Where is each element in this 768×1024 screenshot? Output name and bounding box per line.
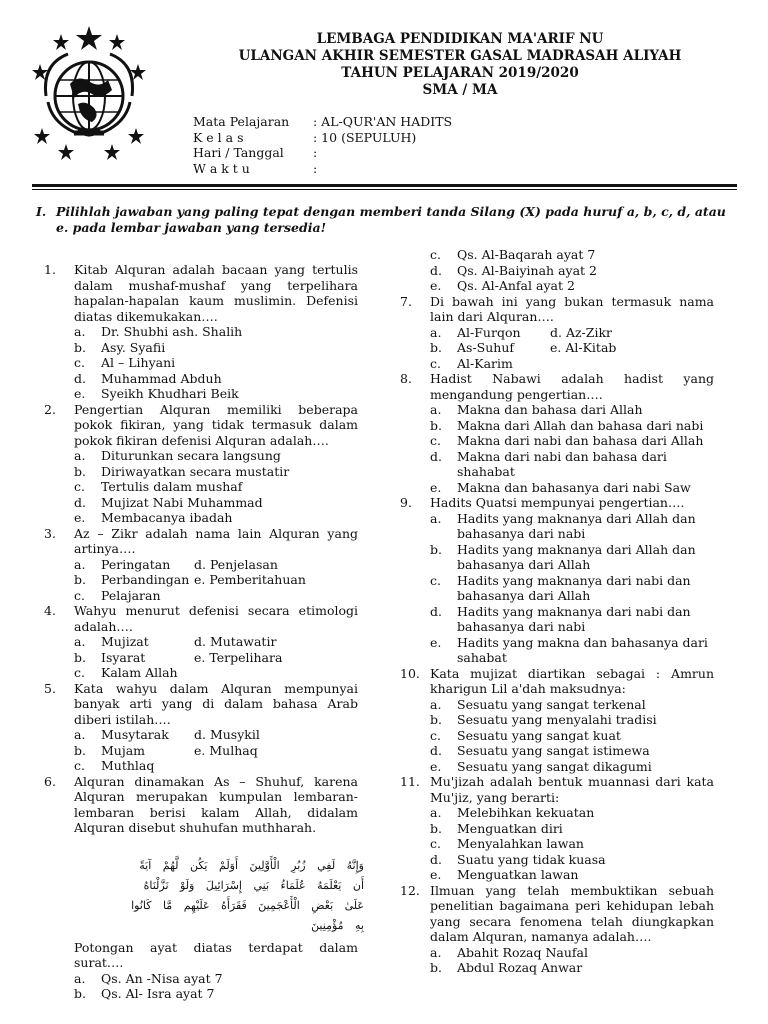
q8-option-e: e. Makna dan bahasanya dari nabi Saw xyxy=(430,479,691,495)
instruction xyxy=(36,204,736,236)
header-line-1: LEMBAGA PENDIDIKAN MA'ARIF NU xyxy=(316,31,604,47)
q8-option-b: b. Makna dari Allah dan bahasa dari nabi xyxy=(430,417,704,433)
q11-option-c: c. Menyalahkan lawan xyxy=(430,836,584,851)
question-3: 3. Az – Zikr adalah nama lain Alquran yang artinya…. xyxy=(44,525,358,556)
meta-row-date: Hari / Tanggal : xyxy=(193,145,318,160)
q6-prompt: Potongan ayat diatas terdapat dalam surat…. xyxy=(74,939,358,970)
q2-option-a: a. Diturunkan secara langsung xyxy=(74,448,281,463)
meta-row-time: W a k t u : xyxy=(193,160,318,176)
q6-option-b: b. Qs. Al- Isra ayat 7 xyxy=(74,986,215,1001)
question-9: 9. Hadits Quatsi mempunyai pengertian…. xyxy=(400,495,685,510)
q3-options-be: b. Perbandingan e. Pemberitahuan xyxy=(74,572,306,587)
q2-option-c: c. Tertulis dalam mushaf xyxy=(74,479,243,494)
q6-option-c: c. Qs. Al-Baqarah ayat 7 xyxy=(430,247,596,262)
q9-option-a: a. Hadits yang maknanya dari Allah dan bahasanya dari nabi xyxy=(430,510,696,541)
q6-option-a: a. Qs. An -Nisa ayat 7 xyxy=(74,970,223,986)
question-10: 10. Kata mujizat diartikan sebagai : Amrun kharigun Lil a'dah maksudnya: xyxy=(400,665,714,696)
q1-option-a: a. Dr. Shubhi ash. Shalih xyxy=(74,324,243,339)
q8-option-d: d. Makna dari nabi dan bahasa dari shahabat xyxy=(430,448,667,479)
q11-option-a: a. Melebihkan kekuatan xyxy=(430,805,595,820)
question-5: 5. Kata wahyu dalam Alquran mempunyai banyak arti yang di dalam bahasa Arab diberi istilah…. xyxy=(44,680,358,727)
instruction-text: Pilihlah jawaban yang paling tepat dengan memberi tanda Silang (X) pada huruf a, b, c, d, atau e. pada lembar jawaban yang tersedia! xyxy=(56,204,726,235)
q5-option-c: c. Muthlaq xyxy=(74,758,155,773)
question-11: 11. Mu'jizah adalah bentuk muannasi dari kata Mu'jiz, yang berarti: xyxy=(400,774,714,805)
q8-option-c: c. Makna dari nabi dan bahasa dari Allah xyxy=(430,433,704,448)
q11-option-e: e. Menguatkan lawan xyxy=(430,867,579,882)
q10-option-a: a. Sesuatu yang sangat terkenal xyxy=(430,696,646,712)
question-12: 12. Ilmuan yang telah membuktikan sebuah penelitian bagaimana peri kehidupan lebah yang secara fenomena telah diungkapkan dalam Alquran, namanya adalah…. xyxy=(400,882,714,944)
exam-meta xyxy=(193,114,452,176)
q9-option-d: d. Hadits yang maknanya dari nabi dan bahasanya dari nabi xyxy=(430,603,691,634)
question-4: 4. Wahyu menurut defenisi secara etimologi adalah…. xyxy=(44,603,358,634)
header-line-2: ULANGAN AKHIR SEMESTER GASAL MADRASAH ALIYAH xyxy=(238,48,682,64)
q2-option-d: d. Mujizat Nabi Muhammad xyxy=(74,494,263,510)
q9-option-e: e. Hadits yang makna dan bahasanya dari sahabat xyxy=(430,634,708,665)
document-header xyxy=(200,31,720,99)
instruction-number: I. xyxy=(36,204,47,219)
q1-option-b: b. Asy. Syafii xyxy=(74,339,166,355)
header-line-3: TAHUN PELAJARAN 2019/2020 xyxy=(341,65,579,81)
q12-option-a: a. Abahit Rozaq Naufal xyxy=(430,944,588,960)
right-column xyxy=(400,247,714,976)
q4-option-c: c. Kalam Allah xyxy=(74,665,178,680)
q3-options-ad: a. Peringatan d. Penjelasan xyxy=(74,556,278,572)
q7-options-ad: a. Al-Furqon d. Az-Zikr xyxy=(430,324,613,340)
q2-option-e: e. Membacanya ibadah xyxy=(74,510,233,525)
q3-option-c: c. Pelajaran xyxy=(74,587,161,603)
q5-options-ad: a. Musytarak d. Musykil xyxy=(74,727,260,742)
meta-row-class: K e l a s : 10 (SEPULUH) xyxy=(193,129,417,145)
q11-option-d: d. Suatu yang tidak kuasa xyxy=(430,851,606,867)
q10-option-c: c. Sesuatu yang sangat kuat xyxy=(430,727,621,743)
meta-row-subject: Mata Pelajaran : AL-QUR'AN HADITS xyxy=(193,114,453,129)
question-7: 7. Di bawah ini yang bukan termasuk nama lain dari Alquran…. xyxy=(400,293,714,324)
q9-option-b: b. Hadits yang maknanya dari Allah dan bahasanya dari Allah xyxy=(430,541,696,572)
question-2: 2. Pengertian Alquran memiliki beberapa pokok fikiran, yang tidak termasuk dalam pokok fikiran defenisi Alquran adalah…. xyxy=(44,401,358,448)
q1-option-c: c. Al – Lihyani xyxy=(74,355,176,370)
q6-arabic-verse: وَإِنَّهُ لَفِي زُبُرِ الْأَوَّلِينَ أَوَلَمْ يَكُن لَّهُمْ آيَةً أَن يَعْلَمَهُ عُلَمَاءُ بَنِي إِسْرَائِيلَ وَلَوْ نَزَّلْنَاهُ عَلَىٰ بَعْضِ الْأَعْجَمِينَ فَقَرَأَهُ عَلَيْهِم مَّا كَانُوا بِهِ مُؤْمِنِينَ xyxy=(131,858,364,932)
nu-logo-icon xyxy=(28,24,150,162)
question-8: 8. Hadist Nabawi adalah hadist yang mengandung pengertian…. xyxy=(400,371,714,402)
q7-options-be: b. As-Suhuf e. Al-Kitab xyxy=(430,340,617,355)
q4-options-be: b. Isyarat e. Terpelihara xyxy=(74,649,283,665)
q6-option-d: d. Qs. Al-Baiyinah ayat 2 xyxy=(430,262,597,278)
q4-options-ad: a. Mujizat d. Mutawatir xyxy=(74,634,277,649)
q12-option-b: b. Abdul Rozaq Anwar xyxy=(430,960,583,975)
q10-option-d: d. Sesuatu yang sangat istimewa xyxy=(430,743,650,758)
question-6: 6. Alquran dinamakan As – Shuhuf, karena Alquran merupakan kumpulan lembaran-lembaran berisi kalam Allah, didalam Alquran disebut shuhufan muthharah. xyxy=(44,773,358,835)
q7-option-c: c. Al-Karim xyxy=(430,355,513,371)
header-divider-thick xyxy=(32,184,737,187)
q5-options-be: b. Mujam e. Mulhaq xyxy=(74,742,258,758)
q1-option-e: e. Syeikh Khudhari Beik xyxy=(74,386,239,401)
left-column xyxy=(44,262,364,1002)
q9-option-c: c. Hadits yang maknanya dari nabi dan bahasanya dari Allah xyxy=(430,572,691,603)
header-line-4: SMA / MA xyxy=(422,82,498,98)
q2-option-b: b. Diriwayatkan secara mustatir xyxy=(74,463,290,479)
q1-option-d: d. Muhammad Abduh xyxy=(74,370,222,386)
question-1: 1. Kitab Alquran adalah bacaan yang tertulis dalam mushaf-mushaf yang terpelihara hapalan-hapalan kaum muslimin. Defenisi diatas dikemukakan…. xyxy=(44,262,358,324)
header-divider-thin xyxy=(32,189,737,190)
q11-option-b: b. Menguatkan diri xyxy=(430,820,563,836)
q6-option-e: e. Qs. Al-Anfal ayat 2 xyxy=(430,278,575,293)
q8-option-a: a. Makna dan bahasa dari Allah xyxy=(430,402,643,417)
q10-option-b: b. Sesuatu yang menyalahi tradisi xyxy=(430,712,657,727)
q10-option-e: e. Sesuatu yang sangat dikagumi xyxy=(430,758,652,774)
